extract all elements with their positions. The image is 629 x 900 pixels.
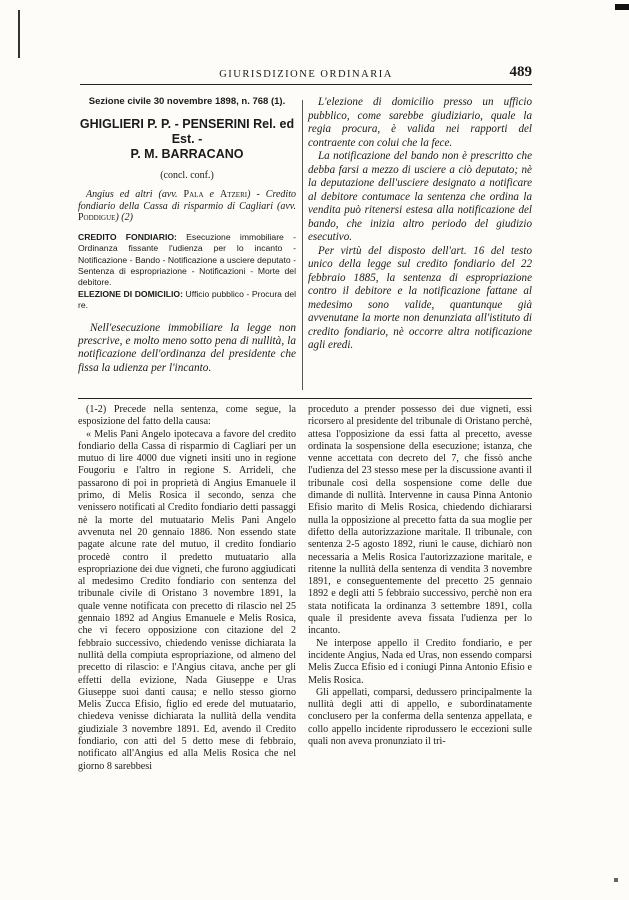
parties-text: e <box>203 189 221 200</box>
parties-text: Angius ed altri (avv. <box>86 189 184 200</box>
subject-entry-elezione <box>78 289 296 312</box>
section-rule <box>78 398 532 399</box>
parties <box>78 189 296 224</box>
parties-text: ) (2) <box>115 212 133 224</box>
subject-keyword: ELEZIONE DI DOMICILIO: <box>78 288 183 299</box>
header-title: GIURISDIZIONE ORDINARIA <box>219 69 393 80</box>
facts-column-left <box>78 404 296 773</box>
column-divider <box>302 100 303 390</box>
case-heading-column <box>78 96 296 387</box>
page-edge-mark <box>18 10 20 58</box>
lawyer-name: Poddigue <box>78 212 116 224</box>
subject-entry-credito <box>78 232 296 289</box>
judges-line-1: GHIGLIERI P. P. - PENSERINI Rel. ed Est. - <box>79 117 295 146</box>
case-section: Sezione civile 30 novembre 1898, n. 768 (1). <box>88 96 286 107</box>
facts-column-right <box>308 404 532 748</box>
conclusions: (concl. conf.) <box>160 170 214 181</box>
legal-principle-left: Nell'esecuzione immobiliare la legge non prescrive, e molto meno sotto pena di nullità, la notificazione dell'ordinanza del presidente che fissa la udienza per l'incanto. <box>78 321 296 374</box>
running-header <box>80 64 532 85</box>
subject-text: Esecuzione immobiliare - Ordinanza fissante l'udienza per lo incanto - Notificazione - Bando - Notificazione a usciere deputato - Sentenza di espropriazione - Notificazioni - Morte del debitore. <box>78 231 296 288</box>
subject-keyword: CREDITO FONDIARIO: <box>78 231 177 242</box>
footnote-paragraph: Gli appellati, comparsi, dedussero principalmente la nullità degli atti di appello, e subordinatamente conclusero per la conferma della sentenza appellata, e collo appello incidente riprodussero le eccezioni sulle quali non aveva pronunziato il tri- <box>308 686 532 748</box>
lawyer-name: Pala <box>183 189 204 200</box>
page-number: 489 <box>509 64 532 80</box>
legal-principle: Per virtù del disposto dell'art. 16 del testo unico della legge sul credito fondiario del 22 febbraio 1885, la sentenza di espropriazione contro il debitore e la notificazione fattane al medesimo sono valide, quantunque già avvenutane la morte non denunziata all'istituto di credito fondiario, nè occorre altra notificazione agli eredi. <box>308 244 532 351</box>
footnote-paragraph: « Melis Pani Angelo ipotecava a favore del credito fondiario della Cassa di risparmio di Cagliari per un mutuo di lire 4000 due vigneti insiti uno in regione Fougoriu e l'altro in regione S. Arrideli, che passarono di poi in proprietà di Angius Emanuele il primo, di Melis Rosica il secondo, senza che venissero notificati al Credito fondiario detti passaggi nè la morte del mutuatario Melis Pani Angelo avvenuta nel 20 gennaio 1886. Non essendo state pagate alcune rate del mutuo, il credito fondiario procedè contro il predetto mutuatario alla espropriazione dei due vigneti, che furono aggiudicati al medesimo Credito fondiario con sentenza del tribunale civile di Oristano 3 novembre 1891, la quale venne notificata con precetto di rilascio nel 25 gennaio 1892 ad Angius Emanuele e Melis Rosica, che vi fecero opposizione con citazione del 2 febbraio successivo, chiedendo venisse dichiarata la nullità della compiuta espropriazione, od almeno del precetto di rilascio: e l'Angius citava, anche per gli effetti della evizione, Nada Giuseppe e Uras Giuseppe suoi danti causa; e nello stesso giorno Melis Zucca Efisio, figlio ed erede del mutuatario, chiedeva venisse dichiarata la nullità della vendita giudiziale 3 novembre 1891. Ed, avendo il Credito fondiario, con atti del 5 detto mese di febbraio, notificato all'Angius ed alla Melis Rosica che nel giorno 8 sarebbesi <box>78 428 296 772</box>
principles-column <box>308 96 532 353</box>
legal-principle: La notificazione del bando non è prescritto che debba farsi a mezzo di usciere a ciò deputato; nè la deputazione dell'usciere designato a notificare al debitore contumace la sentenza che ordina la vendita può ritenersi estesa alla notificazione del bando, che inizia altro periodo del giudizio esecutivo. <box>308 150 532 243</box>
footnote-paragraph: (1-2) Precede nella sentenza, come segue, la esposizione del fatto della causa: <box>78 404 296 428</box>
footnote-paragraph: proceduto a prender possesso dei due vigneti, essi ricorsero al presidente del tribunale di Oristano perchè, attesa l'opposizione da essi fatta al precetto, avesse ordinata la sospensione della esecuzione; istanza, che venne accettata con decreto del 7, che fissò anche l'udienza del 23 stesso mese per la discussione avanti il tribunale così della sospensione come delle due dimande di nullità. Intervenne in causa Pinna Antonio Efisio marito di Melis Rosica, chiedendo dichiararsi nulla la opposizione al precetto fatta da sua moglie per difetto della autorizzazione maritale. Il tribunale, con sentenza 2-5 agosto 1892, riunì le cause, dichiarò non necessaria a Melis Rosica l'autorizzazione maritale, e ritenne la nullità della sentenza di vendita 3 novembre 1891, e conseguentemente del precetto 25 gennaio 1892 e degli atti 5 febbraio successivo, perchè non era stata notificata la ordinanza 3 settembre 1891, colla quale il presidente aveva fissata l'udienza per lo incanto. <box>308 404 532 637</box>
footnote-paragraph: Ne interpose appello il Credito fondiario, e per incidente Angius, Nada ed Uras, non essendo comparsi Melis Zucca Efisio ed i coniugi Pinna Antonio Efisio e Melis Rosica. <box>308 637 532 686</box>
legal-principle: L'elezione di domicilio presso un ufficio pubblico, come sarebbe giudiziario, quale la regia procura, è valida nei rapporti del contraente con colui che la fece. <box>308 96 532 149</box>
subject-text: Ufficio pubblico - Procura del re. <box>78 288 297 311</box>
judges-line-2: P. M. BARRACANO <box>130 147 244 161</box>
corner-mark <box>615 4 629 10</box>
subject-index <box>78 232 296 312</box>
scan-mark <box>614 878 618 882</box>
parties-text: ) - Credito fondiario della Cassa di risparmio di Cagliari (avv. <box>78 189 296 212</box>
lawyer-name: Atzeri <box>220 189 248 200</box>
